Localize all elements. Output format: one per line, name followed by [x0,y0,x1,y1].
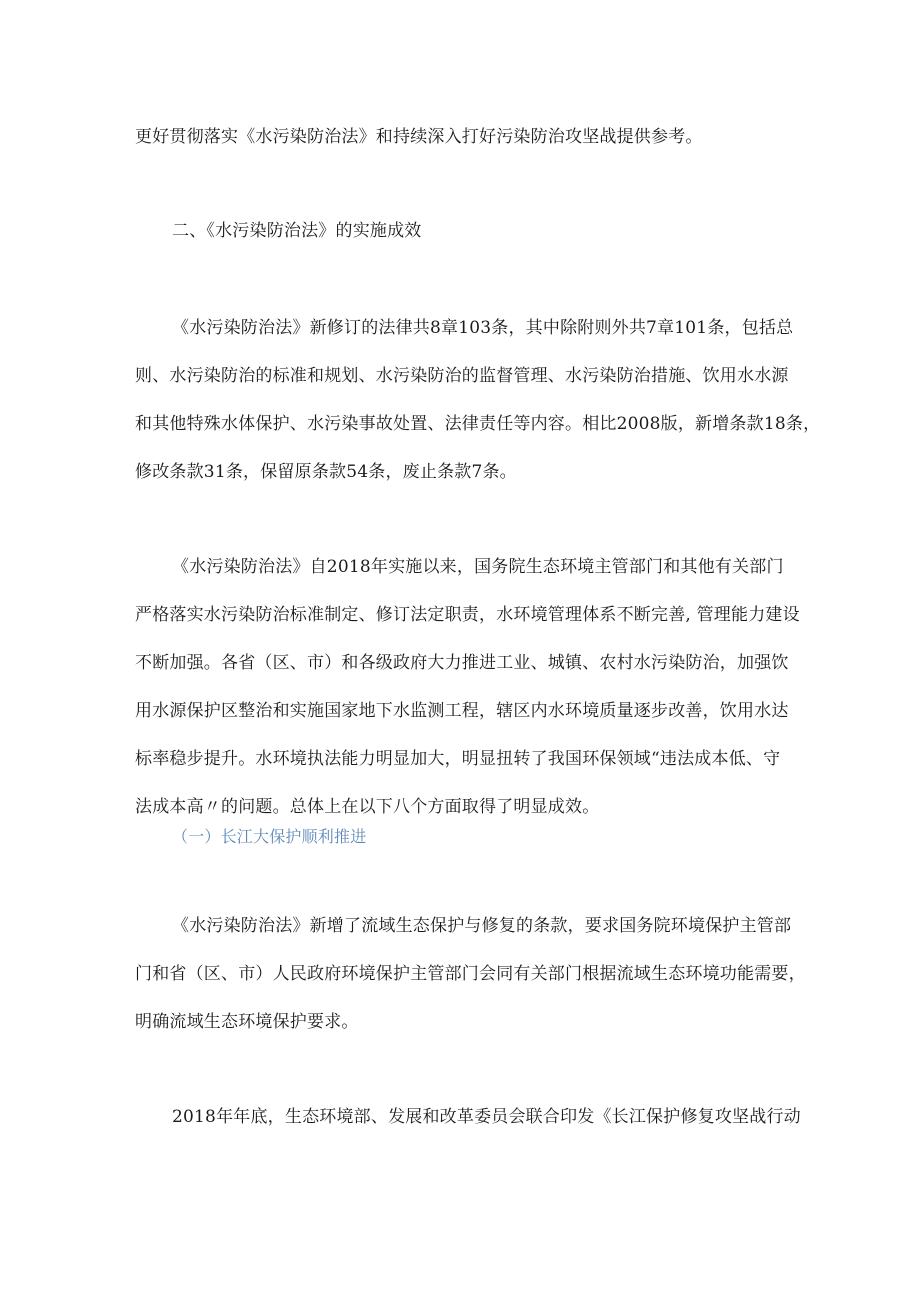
paragraph-line: 标率稳步提升。水环境执法能力明显加大，明显扭转了我国环保领域“违法成本低、守 [135,749,781,769]
subsection-heading: （一）长江大保护顺利推进 [172,827,367,846]
paragraph-line: 用水源保护区整治和实施国家地下水监测工程，辖区内水环境质量逐步改善，饮用水达 [135,701,789,721]
paragraph-line: 更好贯彻落实《水污染防治法》和持续深入打好污染防治攻坚战提供参考。 [135,127,703,147]
paragraph-line: 《水污染防治法》自2018年实施以来，国务院生态环境主管部门和其他有关部门 [172,557,784,577]
paragraph-line: 《水污染防治法》新增了流域生态保护与修复的条款，要求国务院环境保护主管部 [172,916,792,936]
paragraph-line: 和其他特殊水体保护、水污染事故处置、法律责任等内容。相比2008版，新增条款18条， [135,414,821,434]
paragraph-line: 明确流域生态环境保护要求。 [135,1012,359,1032]
paragraph-line: 修改条款31条，保留原条款54条，废止条款7条。 [135,462,517,482]
paragraph-line: 法成本高〃的问题。总体上在以下八个方面取得了明显成效。 [135,797,600,817]
paragraph-line: 《水污染防治法》新修订的法律共8章103条，其中除附则外共7章101条，包括总 [172,318,794,338]
paragraph-line: 2018年年底，生态环境部、发展和改革委员会联合印发《长江保护修复攻坚战行动 [172,1107,801,1127]
section-heading: 二、《水污染防治法》的实施成效 [172,221,422,241]
paragraph-line: 则、水污染防治的标准和规划、水污染防治的监督管理、水污染防治措施、饮用水水源 [135,366,789,386]
paragraph-line: 严格落实水污染防治标准制定、修订法定职责，水环境管理体系不断完善, 管理能力建设 [135,605,800,625]
paragraph-line: 门和省（区、市）人民政府环境保护主管部门会同有关部门根据流域生态环境功能需要， [135,964,806,984]
paragraph-line: 不断加强。各省（区、市）和各级政府大力推进工业、城镇、农村水污染防治，加强饮 [135,653,789,673]
